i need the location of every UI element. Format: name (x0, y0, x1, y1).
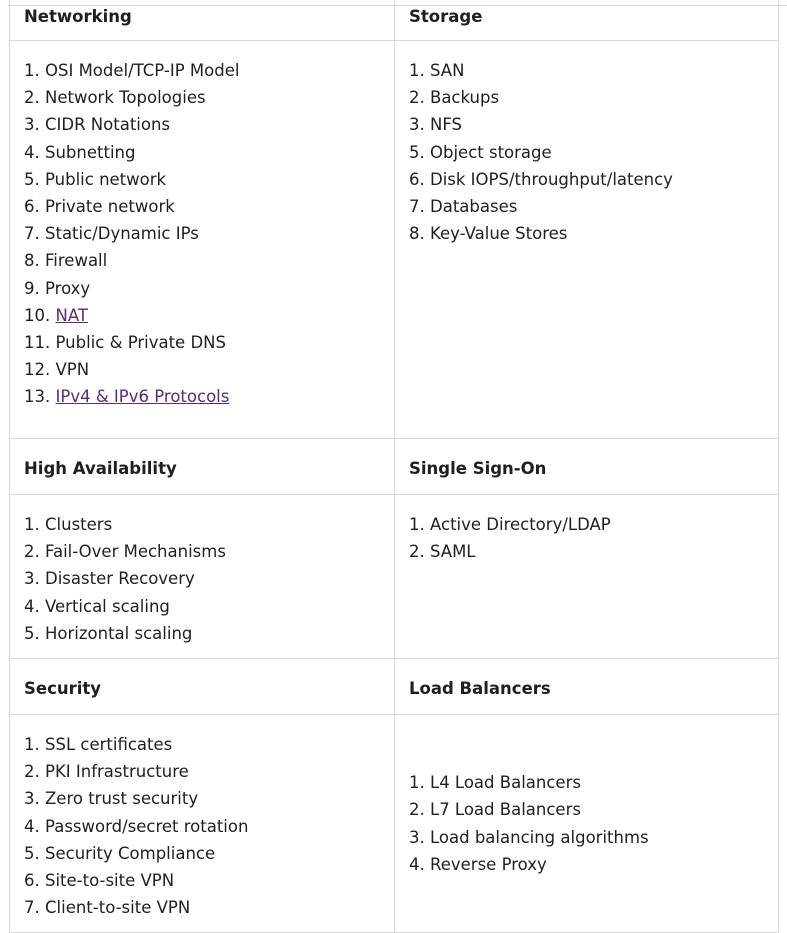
list-item: 7. Databases (409, 197, 518, 217)
list-item: 8. Firewall (24, 251, 108, 271)
heading-text: High Availability (24, 459, 177, 478)
single-sign-on-list-cell (395, 495, 779, 659)
storage-list-cell (395, 41, 779, 439)
load-balancers-list-cell (395, 715, 779, 933)
nat-link[interactable]: NAT (55, 305, 88, 325)
list-item: 3. Disaster Recovery (24, 569, 195, 589)
list-item: 5. Public network (24, 169, 167, 189)
list-item: 2. Backups (409, 88, 500, 108)
heading-text: Load Balancers (409, 679, 551, 698)
heading-text: Storage (409, 7, 483, 26)
list-item: 3. CIDR Notations (24, 115, 171, 135)
high-availability-list-cell (10, 495, 395, 659)
storage-list (409, 57, 778, 247)
list-item: 1. OSI Model/TCP-IP Model (24, 61, 240, 80)
list-item: 1. SAN (409, 61, 465, 80)
single-sign-on-list (409, 511, 778, 565)
list-item: 7. Client-to-site VPN (24, 898, 191, 918)
list-item: 2. Network Topologies (24, 88, 206, 108)
list-item: 10. NAT (24, 305, 88, 325)
section-heading-high-availability (10, 439, 395, 495)
load-balancers-list (409, 769, 778, 878)
list-item: 4. Password/secret rotation (24, 816, 249, 836)
list-item: 8. Key-Value Stores (409, 224, 568, 244)
list-item: 1. L4 Load Balancers (409, 773, 581, 793)
ipv4-ipv6-link[interactable]: IPv4 & IPv6 Protocols (55, 387, 230, 407)
list-item: 6. Site-to-site VPN (24, 871, 175, 891)
content-row (10, 715, 779, 933)
list-item: 2. PKI Infrastructure (24, 762, 189, 782)
list-item: 2. L7 Load Balancers (409, 800, 581, 820)
heading-text: Security (24, 679, 102, 698)
header-row (10, 439, 779, 495)
content-row (10, 495, 779, 659)
list-item: 2. Fail-Over Mechanisms (24, 542, 226, 562)
list-item: 5. Horizontal scaling (24, 623, 193, 643)
high-availability-list (24, 511, 394, 647)
list-item: 3. Load balancing algorithms (409, 827, 649, 847)
content-row (10, 41, 779, 439)
list-item: 3. NFS (409, 115, 463, 135)
heading-text: Networking (24, 7, 132, 26)
topics-table (9, 0, 779, 933)
list-item: 3. Zero trust security (24, 789, 199, 809)
security-list-cell (10, 715, 395, 933)
list-item: 7. Static/Dynamic IPs (24, 224, 199, 244)
list-item: 13. IPv4 & IPv6 Protocols (24, 387, 230, 407)
list-item: 1. SSL certificates (24, 735, 173, 754)
list-item: 4. Subnetting (24, 142, 136, 162)
list-item: 1. Active Directory/LDAP (409, 515, 611, 534)
header-row (10, 659, 779, 715)
section-heading-security (10, 659, 395, 715)
list-item: 5. Security Compliance (24, 843, 216, 863)
list-item: 12. VPN (24, 360, 90, 380)
header-row (10, 0, 779, 41)
list-item: 4. Reverse Proxy (409, 854, 547, 874)
list-item: 11. Public & Private DNS (24, 333, 226, 353)
list-item: 9. Proxy (24, 278, 91, 298)
section-heading-load-balancers (395, 659, 779, 715)
list-item: 4. Vertical scaling (24, 596, 170, 616)
section-heading-storage (395, 0, 779, 41)
section-heading-single-sign-on (395, 439, 779, 495)
list-item: 1. Clusters (24, 515, 113, 534)
list-item: 6. Private network (24, 197, 175, 217)
networking-list-cell (10, 41, 395, 439)
security-list (24, 731, 394, 921)
list-item: 6. Disk IOPS/throughput/latency (409, 169, 673, 189)
networking-list (24, 57, 394, 411)
list-item: 5. Object storage (409, 142, 552, 162)
section-heading-networking (10, 0, 395, 41)
list-item: 2. SAML (409, 542, 476, 562)
heading-text: Single Sign-On (409, 459, 547, 478)
